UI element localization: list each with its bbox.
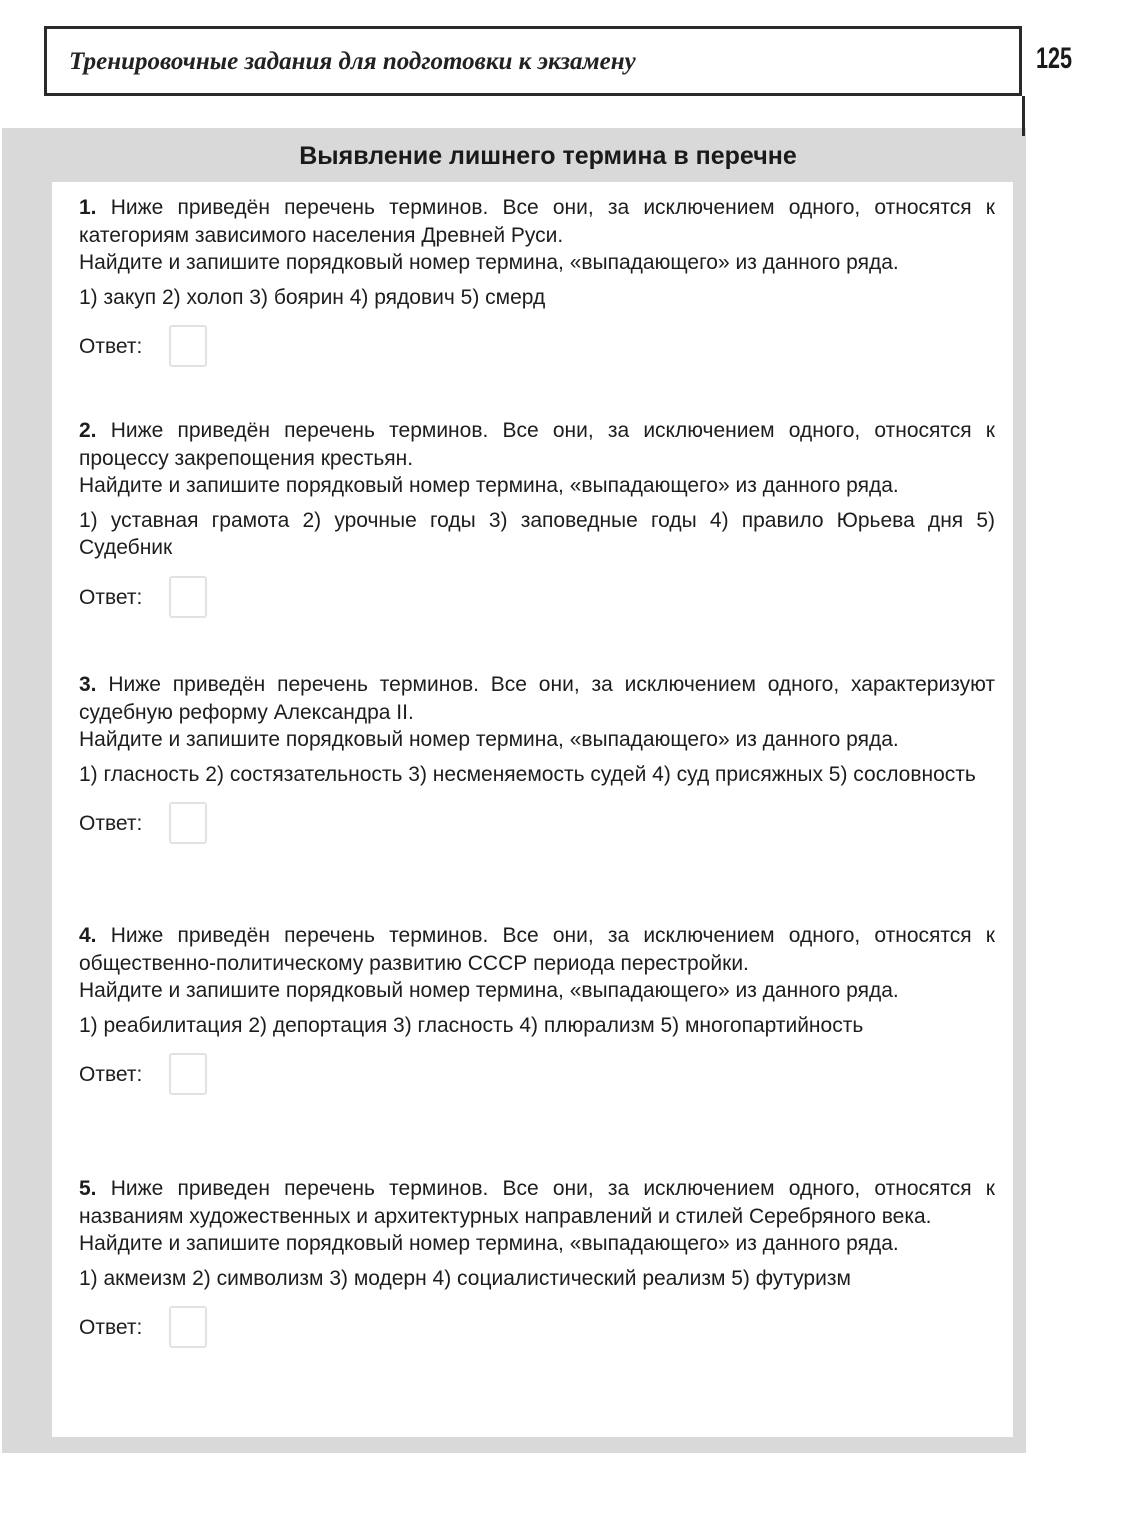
task-number: 4. [79, 924, 97, 947]
task-number: 2. [79, 419, 97, 442]
answer-box-1[interactable] [169, 325, 207, 367]
task-instruction: Найдите и запишите порядковый номер термина, «выпадающего» из данного ряда. [79, 979, 899, 1002]
task-intro: Ниже приведён перечень терминов. Все они, за исключением одного, относятся к процессу закрепощения крестьян. [79, 419, 995, 470]
answer-row [79, 325, 995, 369]
answer-row [79, 1306, 995, 1350]
task-instruction: Найдите и запишите порядковый номер термина, «выпадающего» из данного ряда. [79, 728, 899, 751]
task-intro: Ниже приведен перечень терминов. Все они, за исключением одного, относятся к названиям художественных и архитектурных направлений и стилей Серебряного века. [79, 1177, 995, 1228]
task-instruction: Найдите и запишите порядковый номер термина, «выпадающего» из данного ряда. [79, 1232, 899, 1255]
task-instruction: Найдите и запишите порядковый номер термина, «выпадающего» из данного ряда. [79, 474, 899, 497]
task-instruction: Найдите и запишите порядковый номер термина, «выпадающего» из данного ряда. [79, 251, 899, 274]
task-options: 1) акмеизм 2) символизм 3) модерн 4) социалистический реализм 5) футуризм [79, 1266, 851, 1290]
task-intro: Ниже приведён перечень терминов. Все они, за исключением одного, относятся к общественно-политическому развитию СССР периода перестройки. [79, 924, 995, 975]
task-2 [79, 417, 995, 620]
answer-box-5[interactable] [169, 1306, 207, 1348]
task-number: 3. [79, 673, 97, 696]
task-number: 5. [79, 1177, 97, 1200]
answer-label: Ответ: [79, 1316, 143, 1339]
answer-label: Ответ: [79, 335, 143, 358]
header-box [44, 26, 1022, 96]
task-intro: Ниже приведён перечень терминов. Все они, за исключением одного, относятся к категориям зависимого населения Древней Руси. [79, 196, 995, 247]
task-3 [79, 671, 995, 846]
task-number: 1. [79, 196, 97, 219]
header-title: Тренировочные задания для подготовки к экзамену [69, 48, 636, 75]
answer-row [79, 802, 995, 846]
task-options: 1) закуп 2) холоп 3) боярин 4) рядович 5) смерд [79, 285, 546, 309]
task-5 [79, 1175, 995, 1350]
section-title: Выявление лишнего термина в перечне [299, 142, 797, 170]
answer-label: Ответ: [79, 1063, 143, 1086]
task-intro: Ниже приведён перечень терминов. Все они, за исключением одного, характеризуют судебную реформу Александра II. [79, 673, 995, 724]
task-options: 1) реабилитация 2) депортация 3) гласность 4) плюрализм 5) многопартийность [79, 1013, 864, 1037]
task-options: 1) уставная грамота 2) урочные годы 3) заповедные годы 4) правило Юрьева дня 5) Судебник [79, 508, 995, 559]
answer-label: Ответ: [79, 812, 143, 835]
task-1 [79, 194, 995, 369]
task-4 [79, 922, 995, 1097]
answer-box-4[interactable] [169, 1053, 207, 1095]
page-number: 125 [1036, 42, 1073, 75]
answer-box-2[interactable] [169, 576, 207, 618]
panel-edge [1022, 96, 1025, 136]
answer-row [79, 1053, 995, 1097]
answer-label: Ответ: [79, 585, 143, 609]
answer-row [79, 576, 995, 620]
answer-box-3[interactable] [169, 802, 207, 844]
task-options: 1) гласность 2) состязательность 3) несменяемость судей 4) суд присяжных 5) сословность [79, 762, 976, 786]
